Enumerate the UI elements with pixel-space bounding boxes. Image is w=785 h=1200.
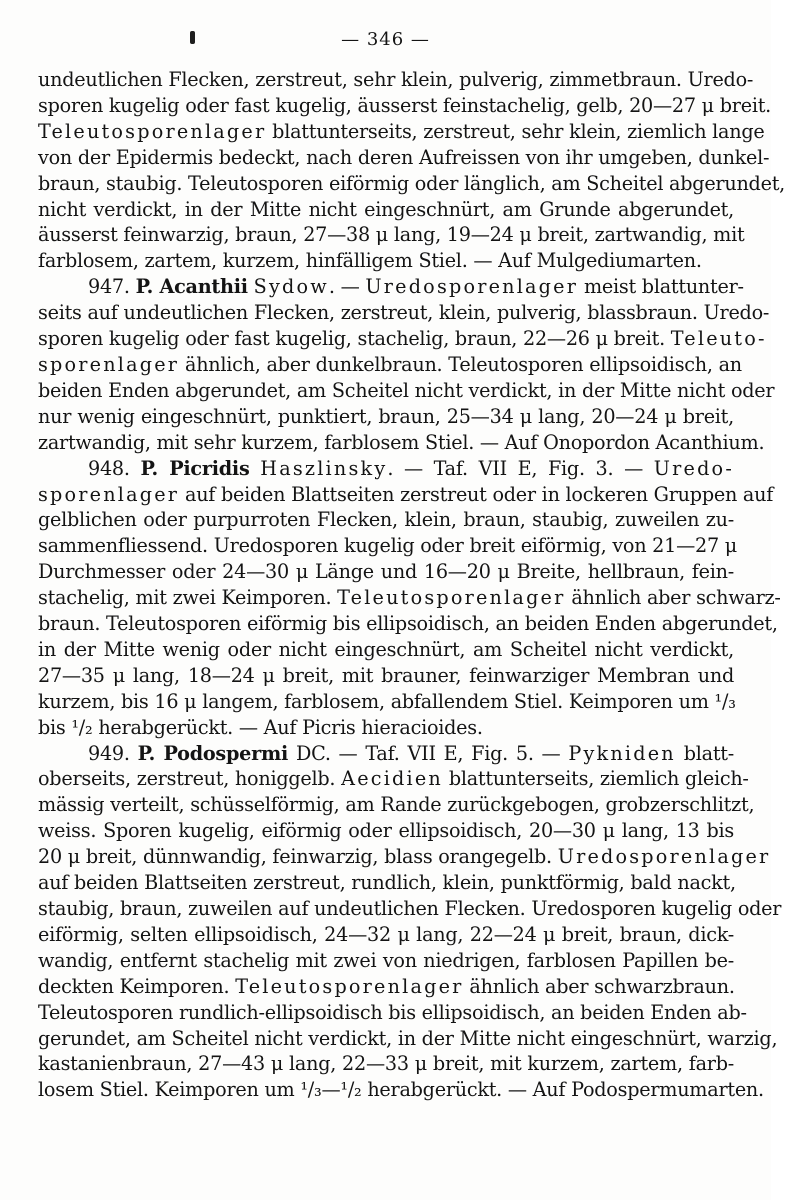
text-line: Teleutosporen rundlich-ellipsoidisch bis ellipsoidisch, an beiden Enden ab- <box>38 1000 747 1024</box>
text-line: Durchmesser oder 24—30 μ Länge und 16—20 μ Breite, hellbraun, fein- <box>38 560 734 584</box>
text-line: deckten Keimporen. Teleutosporenlager ähnlich aber schwarzbraun. <box>38 974 735 998</box>
text-line: zartwandig, mit sehr kurzem, farblosem Stiel. — Auf Onopordon Acanthium. <box>38 430 765 454</box>
text-line: 20 μ breit, dünnwandig, feinwarzig, blass orangegelb. Uredosporenlager <box>38 845 771 869</box>
text-line: auf beiden Blattseiten zerstreut, rundlich, klein, punktförmig, bald nackt, <box>38 871 736 895</box>
text-line: oberseits, zerstreut, honiggelb. Aecidien blattunterseits, ziemlich gleich- <box>38 767 749 791</box>
text-line: mässig verteilt, schüsselförmig, am Rande zurückgebogen, grobzerschlitzt, <box>38 793 755 817</box>
text-line: kurzem, bis 16 μ langem, farblosem, abfallendem Stiel. Keimporen um ¹/₃ <box>38 689 736 713</box>
text-line: beiden Enden abgerundet, am Scheitel nicht verdickt, in der Mitte nicht oder <box>38 378 775 402</box>
text-line: farblosem, zartem, kurzem, hinfälligem Stiel. — Auf Mulgediumarten. <box>38 249 702 273</box>
text-line: nicht verdickt, in der Mitte nicht eingeschnürt, am Grunde abgerundet, <box>38 197 734 221</box>
page-number: — 346 — <box>341 29 430 50</box>
entry-948-heading: 948. P. Picridis Haszlinsky. — Taf. VII E, Fig. 3. — Uredo- <box>88 456 734 480</box>
text-line: gelblichen oder purpurroten Flecken, klein, braun, staubig, zuweilen zu- <box>38 508 734 532</box>
text-line: in der Mitte wenig oder nicht eingeschnürt, am Scheitel nicht verdickt, <box>38 637 734 661</box>
text-line: losem Stiel. Keimporen um ¹/₃—¹/₂ herabgerückt. — Auf Podospermumarten. <box>38 1078 764 1102</box>
text-line: braun, staubig. Teleutosporen eiförmig oder länglich, am Scheitel abgerundet, <box>38 171 785 195</box>
text-line: Teleutosporenlager blattunterseits, zerstreut, sehr klein, ziemlich lange <box>38 119 765 143</box>
text-line: sammenfliessend. Uredosporen kugelig oder breit eiförmig, von 21—27 μ <box>38 534 738 558</box>
text-line: undeutlichen Flecken, zerstreut, sehr klein, pulverig, zimmetbraun. Uredo- <box>38 68 754 91</box>
text-line: staubig, braun, zuweilen auf undeutlichen Flecken. Uredosporen kugelig oder <box>38 897 782 920</box>
text-line: nur wenig eingeschnürt, punktiert, braun, 25—34 μ lang, 20—24 μ breit, <box>38 404 734 428</box>
text-line: braun. Teleutosporen eiförmig bis ellipsoidisch, an beiden Enden abgerundet, <box>38 612 778 636</box>
text-line: wandig, entfernt stachelig mit zwei von niedrigen, farblosen Papillen be- <box>38 948 734 972</box>
entry-947-heading: 947. P. Acanthii Sydow. — Uredosporenlager meist blattunter- <box>88 275 744 299</box>
text-line: gerundet, am Scheitel nicht verdickt, in der Mitte nicht eingeschnürt, warzig, <box>38 1026 778 1050</box>
text-line: bis ¹/₂ herabgerückt. — Auf Picris hieracioides. <box>38 715 483 739</box>
text-line: seits auf undeutlichen Flecken, zerstreut, klein, pulverig, blassbraun. Uredo- <box>38 301 770 325</box>
body-text <box>38 67 785 1103</box>
text-line: sporen kugelig oder fast kugelig, stachelig, braun, 22—26 μ breit. Teleuto- <box>38 327 767 351</box>
text-line: 27—35 μ lang, 18—24 μ breit, mit brauner, feinwarziger Membran und <box>38 663 734 687</box>
text-line: weiss. Sporen kugelig, eiförmig oder ellipsoidisch, 20—30 μ lang, 13 bis <box>38 819 734 843</box>
text-line: sporenlager ähnlich, aber dunkelbraun. Teleutosporen ellipsoidisch, an <box>38 352 742 376</box>
text-line: von der Epidermis bedeckt, nach deren Aufreissen von ihr umgeben, dunkel- <box>38 145 770 169</box>
text-line: sporenlager auf beiden Blattseiten zerstreut oder in lockeren Gruppen auf <box>38 482 774 506</box>
text-line: sporen kugelig oder fast kugelig, äusserst feinstachelig, gelb, 20—27 μ breit. <box>38 93 772 117</box>
text-line: stachelig, mit zwei Keimporen. Teleutosporenlager ähnlich aber schwarz- <box>38 586 781 610</box>
entry-949-heading: 949. P. Podospermi DC. — Taf. VII E, Fig. 5. — Pykniden blatt- <box>88 741 734 765</box>
text-line: kastanienbraun, 27—43 μ lang, 22—33 μ breit, mit kurzem, zartem, farb- <box>38 1052 734 1076</box>
text-line: äusserst feinwarzig, braun, 27—38 μ lang, 19—24 μ breit, zartwandig, mit <box>38 223 745 247</box>
text-line: eiförmig, selten ellipsoidisch, 24—32 μ lang, 22—24 μ breit, braun, dick- <box>38 922 734 946</box>
